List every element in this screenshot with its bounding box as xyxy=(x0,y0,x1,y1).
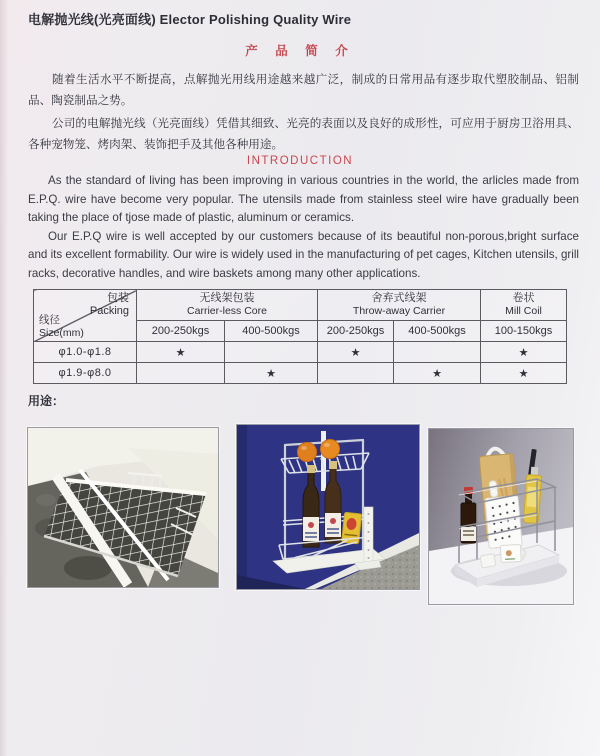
star-cell: ★ xyxy=(318,342,394,363)
group-en: Carrier-less Core xyxy=(187,305,267,317)
product-intro-heading: 产 品 简 介 xyxy=(245,44,355,58)
applications-label: 用途： xyxy=(28,394,65,408)
chinese-paragraph-1 xyxy=(28,69,579,111)
introduction-heading: INTRODUCTION xyxy=(246,155,354,167)
star-cell xyxy=(318,363,394,384)
photo-pullout-drawer xyxy=(27,427,219,588)
chinese-paragraph-2 xyxy=(28,113,579,155)
star-cell: ★ xyxy=(481,363,567,384)
table-row xyxy=(34,363,567,384)
table-row xyxy=(34,342,567,363)
page-title: 电解抛光线(光亮面线) Elector Polishing Quality Wire xyxy=(28,12,352,27)
star-cell xyxy=(394,342,481,363)
group-en: Throw-away Carrier xyxy=(352,305,446,317)
photo-1-image xyxy=(28,428,218,587)
group-zh: 无线架包装 xyxy=(199,292,255,304)
star-cell xyxy=(225,342,318,363)
paragraph-text: Our E.P.Q wire is well accepted by our customers because of its beautiful non-porous,bright surface and its excellent formability. Our wire is widely used in the manufacturing of pet cages, Kitchen utensils, grill racks, decorative handles, and wire baskets among many other applications. xyxy=(28,229,579,280)
group-zh: 卷状 xyxy=(512,292,535,304)
subheader-weight: 400-500kgs xyxy=(225,321,318,342)
table-corner-cell xyxy=(34,290,137,342)
packing-spec-table xyxy=(33,289,567,384)
packing-zh: 包装 xyxy=(107,292,129,304)
size-zh: 线径 xyxy=(39,314,60,326)
subheader-weight: 400-500kgs xyxy=(394,321,481,342)
star-cell xyxy=(137,363,225,384)
photo-basket-organizer xyxy=(428,428,574,605)
group-header-carrier-less xyxy=(137,290,318,321)
photo-3-image xyxy=(429,429,573,604)
group-zh: 舍弃式线架 xyxy=(371,292,427,304)
size-range-cell: φ1.0-φ1.8 xyxy=(34,342,137,363)
english-paragraphs xyxy=(28,172,579,284)
size-range-cell: φ1.9-φ8.0 xyxy=(34,363,137,384)
subheader-weight: 100-150kgs xyxy=(481,321,567,342)
photo-two-tier-rack xyxy=(236,424,420,590)
paragraph-text: 公司的电解抛光线（光亮面线）凭借其细致、光亮的表面以及良好的成形性，可应用于厨房卫浴用具、各种宠物笼、烤肉架、装饰把手及其他各种用途。 xyxy=(28,117,579,151)
paragraph-text: 随着生活水平不断提高，点解抛光用线用途越来越广泛，制成的日常用品有逐步取代塑胶制品、铝制品、陶瓷制品之势。 xyxy=(28,73,579,107)
corner-size-label xyxy=(39,314,84,339)
group-en: Mill Coil xyxy=(505,305,542,317)
star-cell: ★ xyxy=(481,342,567,363)
group-header-mill-coil xyxy=(481,290,567,321)
size-en: Size(mm) xyxy=(39,326,84,339)
star-cell: ★ xyxy=(225,363,318,384)
group-header-throw-away xyxy=(318,290,481,321)
subheader-weight: 200-250kgs xyxy=(137,321,225,342)
packing-en: Packing xyxy=(89,304,129,317)
corner-packing-label xyxy=(90,292,129,317)
photo-2-image xyxy=(237,425,419,589)
subheader-weight: 200-250kgs xyxy=(318,321,394,342)
star-cell: ★ xyxy=(394,363,481,384)
star-cell: ★ xyxy=(137,342,225,363)
paragraph-text: As the standard of living has been improving in various countries in the world, the arlicles made from E.P.Q. wire have become very popular. The utensils made from stainless steel wire have gradually been taking the place of tjose made of plastic, aluminum or ceramics. xyxy=(28,174,579,225)
